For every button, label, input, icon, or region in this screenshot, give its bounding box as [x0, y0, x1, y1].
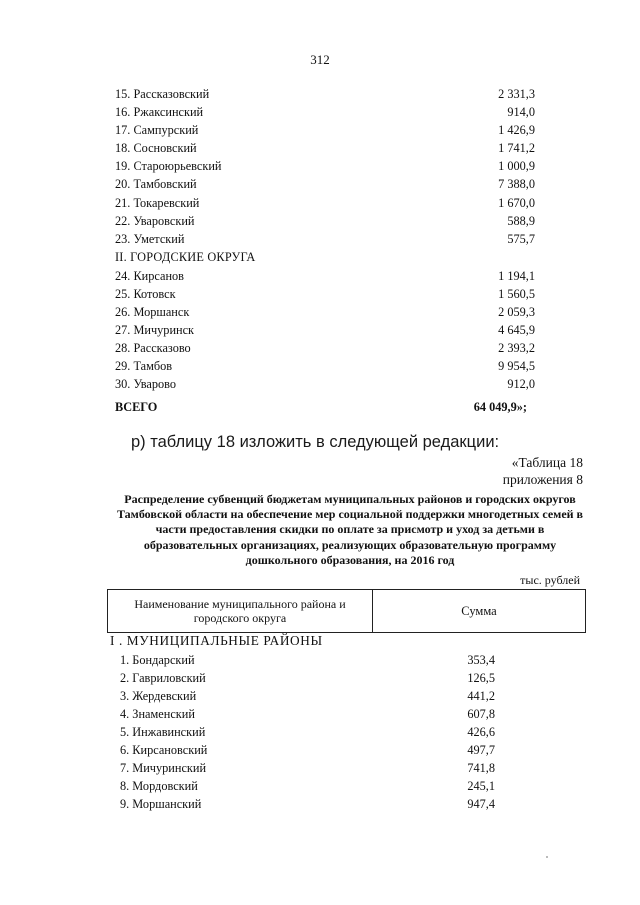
table-18-body: [120, 651, 495, 813]
units-label: тыс. рублей: [520, 573, 580, 587]
row-value: 426,6: [467, 725, 495, 739]
table-row: [120, 651, 495, 669]
row-value: 1 560,5: [498, 286, 535, 301]
row-name: 15. Рассказовский: [115, 87, 210, 101]
row-name: 1. Бондарский: [120, 653, 195, 667]
row-name: 23. Уметский: [115, 231, 185, 246]
row-name: 28. Рассказово: [115, 341, 191, 356]
row-value: 353,4: [467, 653, 495, 667]
row-name: 25. Котовск: [115, 286, 176, 301]
row-name: 5. Инжавинский: [120, 725, 206, 739]
table-row: [120, 777, 495, 795]
row-value: 4 645,9: [498, 323, 535, 338]
table-row: [115, 267, 535, 285]
caption-line-2: приложения 8: [502, 472, 583, 487]
row-name: 8. Мордовский: [120, 779, 198, 793]
row-value: 7 388,0: [498, 177, 535, 192]
row-value: 245,1: [467, 779, 495, 793]
row-value: 441,2: [467, 689, 495, 703]
table-row: [115, 285, 535, 303]
table-row: [115, 194, 535, 212]
row-name: 18. Сосновский: [115, 141, 197, 156]
row-value: 2 393,2: [498, 341, 535, 356]
row-value: 575,7: [507, 231, 535, 246]
table-row: [115, 357, 535, 375]
caption-line-1: «Таблица 18: [511, 455, 583, 470]
column-header-sum: Сумма: [461, 603, 497, 618]
table-row: [115, 175, 535, 193]
table-row: [120, 669, 495, 687]
table-row: [120, 795, 495, 813]
table-row: [115, 157, 535, 175]
table-row: [115, 103, 535, 121]
row-value: 2 059,3: [498, 305, 535, 320]
table-row: [120, 687, 495, 705]
total-label: ВСЕГО: [115, 399, 158, 414]
row-value: 607,8: [467, 707, 495, 721]
row-name: 26. Моршанск: [115, 305, 190, 320]
total-value: 64 049,9»;: [473, 399, 527, 414]
row-value: 588,9: [507, 213, 535, 228]
table-row: [115, 121, 535, 139]
table-row: [120, 723, 495, 741]
row-value: 947,4: [467, 797, 495, 811]
table-row: [115, 303, 535, 321]
row-name: 9. Моршанский: [120, 797, 202, 811]
row-value: 1 426,9: [498, 123, 535, 138]
row-value: 741,8: [467, 761, 495, 775]
table-row: [115, 85, 535, 103]
row-name: 19. Староюрьевский: [115, 159, 222, 174]
row-name: 20. Тамбовский: [115, 177, 197, 192]
row-value: 1 670,0: [498, 195, 535, 210]
row-name: 21. Токаревский: [115, 195, 200, 210]
row-name: 7. Мичуринский: [120, 761, 207, 775]
row-name: 3. Жердевский: [120, 689, 197, 703]
table-caption: [503, 454, 583, 488]
row-value: 1 000,9: [498, 159, 535, 174]
table-row: [120, 759, 495, 777]
row-name: 22. Уваровский: [115, 213, 195, 228]
table-row: [115, 321, 535, 339]
row-name: 16. Ржаксинский: [115, 105, 204, 120]
row-value: 9 954,5: [498, 359, 535, 374]
row-value: 912,0: [507, 377, 535, 392]
table-row: [120, 741, 495, 759]
section-heading-municipal-districts: I . МУНИЦИПАЛЬНЫЕ РАЙОНЫ: [110, 633, 323, 648]
row-name: 24. Кирсанов: [115, 268, 184, 283]
row-name: 6. Кирсановский: [120, 743, 208, 757]
row-value: 126,5: [467, 671, 495, 685]
table-17-continuation: [115, 85, 535, 416]
scan-speck: [546, 856, 548, 858]
table-18-title: Распределение субвенций бюджетам муниципальных районов и городских округов Тамбовской области на обеспечение мер социальной поддержки многодетных семей в части предоставления скидки по оплате за присмотр и уход за детьми в образовательных организациях, реализующих образовательную программу дошкольного образования, на 2016 год: [116, 492, 584, 567]
row-value: 2 331,3: [498, 87, 535, 101]
row-value: 497,7: [467, 743, 495, 757]
row-value: 914,0: [507, 105, 535, 120]
column-header-name: Наименование муниципального района и городского округа: [108, 590, 373, 632]
table-row: [115, 139, 535, 157]
amendment-instruction: р) таблицу 18 изложить в следующей редакции:: [131, 433, 500, 451]
page-number: 312: [310, 52, 330, 67]
row-name: 30. Уварово: [115, 377, 177, 392]
row-name: 2. Гавриловский: [120, 671, 206, 685]
table-row: [115, 212, 535, 230]
total-row: [115, 398, 535, 416]
section-heading-city-districts: II. ГОРОДСКИЕ ОКРУГА: [115, 249, 256, 264]
table-row: [115, 339, 535, 357]
row-name: 17. Сампурский: [115, 123, 199, 138]
row-value: 1 194,1: [498, 268, 535, 283]
row-name: 27. Мичуринск: [115, 323, 195, 338]
row-value: 1 741,2: [498, 141, 535, 156]
table-row: [120, 705, 495, 723]
row-name: 4. Знаменский: [120, 707, 195, 721]
row-name: 29. Тамбов: [115, 359, 173, 374]
table-18-header: [107, 589, 586, 633]
table-row: [115, 230, 535, 248]
table-row: [115, 375, 535, 393]
